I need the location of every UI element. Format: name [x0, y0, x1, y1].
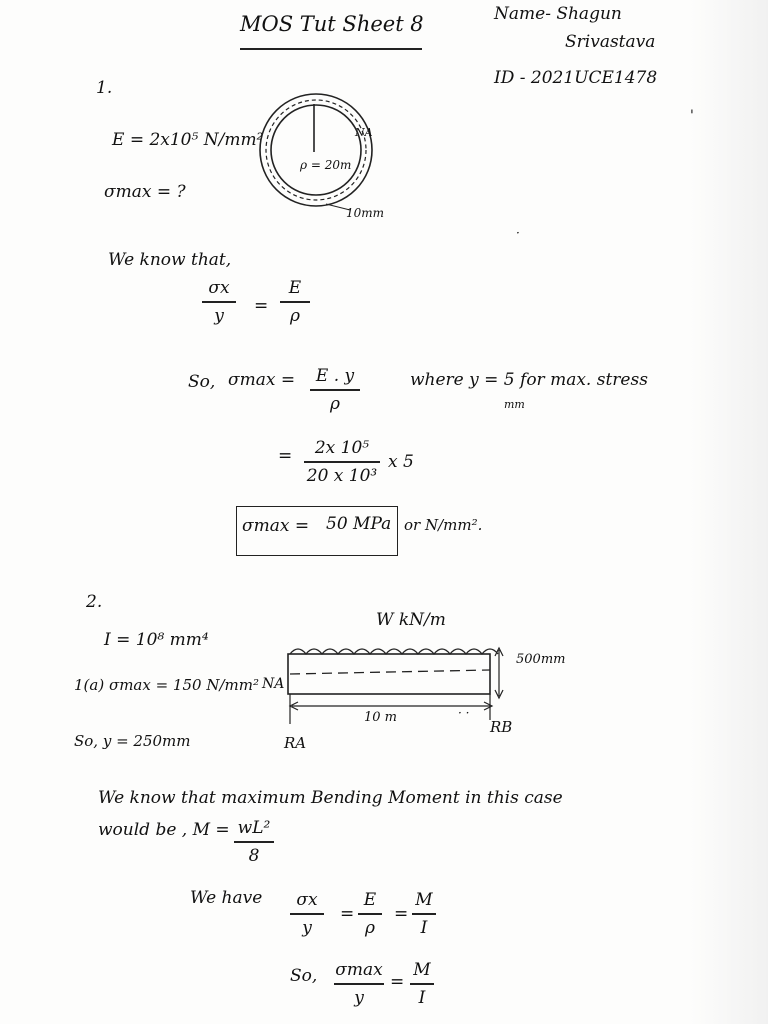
frac-bar — [334, 983, 384, 985]
ring-diagram — [258, 92, 378, 214]
reaction-a: RA — [284, 734, 307, 752]
beam-depth-label: 500mm — [516, 652, 566, 667]
frac-bar — [412, 913, 436, 915]
equals-sign: = — [340, 904, 355, 924]
we-know-that: We know that, — [108, 250, 232, 270]
stray-mark: · — [516, 226, 520, 240]
so-label-2: So, — [290, 966, 318, 986]
fraction-sigma-over-y — [202, 278, 236, 326]
frac-num: M — [415, 890, 433, 910]
thickness-label: 10mm — [346, 206, 385, 220]
beam-neutral-axis: NA — [262, 676, 285, 692]
frac-num: σmax — [335, 960, 383, 980]
we-have: We have — [190, 888, 263, 908]
equals-sign: = — [394, 904, 409, 924]
frac-den: y — [354, 987, 364, 1008]
frac-den: ρ — [290, 305, 300, 326]
frac-den: y — [302, 917, 312, 938]
part-a-sigma: 1(a) σmax = 150 N/mm² — [74, 676, 259, 694]
frac-num: M — [413, 960, 431, 980]
name-label: Name- Shagun — [494, 4, 622, 24]
frac-bar — [358, 913, 382, 915]
frac-den: ρ — [365, 917, 375, 938]
result-value: 50 MPa — [326, 514, 392, 534]
frac-bar — [280, 301, 310, 303]
title-underline — [240, 48, 422, 50]
frac-den: I — [418, 987, 426, 1008]
bending-moment-line-1: We know that maximum Bending Moment in this case — [98, 788, 563, 808]
question-2-number: 2. — [86, 592, 103, 612]
page-edge-shadow — [690, 0, 768, 1024]
frac-num: E . y — [315, 366, 355, 386]
frac-den: 8 — [248, 845, 260, 866]
frac-bar — [234, 841, 274, 843]
bending-moment-line-2: would be , M = — [98, 820, 230, 840]
frac-num: 2x 10⁵ — [314, 438, 370, 458]
sigma-max-label: σmax = — [228, 370, 296, 390]
fraction-sigmamax-over-y — [334, 960, 384, 1008]
result-sigma: σmax = — [242, 516, 310, 536]
frac-den: 20 x 10³ — [306, 465, 378, 486]
modulus-given: E = 2x10⁵ N/mm² — [112, 130, 264, 150]
fraction-e-over-rho — [280, 278, 310, 326]
equals-sign: = — [278, 446, 293, 466]
neutral-axis-label: NA — [355, 126, 373, 139]
frac-bar — [310, 389, 360, 391]
moment-of-inertia: I = 10⁸ mm⁴ — [104, 630, 209, 650]
equals-sign: = — [390, 972, 405, 992]
frac-bar — [410, 983, 434, 985]
fraction-sigma-over-y-2 — [290, 890, 324, 938]
radius-label: ρ = 20m — [300, 158, 352, 172]
frac-num: σx — [208, 278, 230, 298]
frac-num: wL² — [237, 818, 271, 838]
where-unit: mm — [504, 398, 525, 411]
equals-sign: = — [254, 296, 269, 316]
sigma-max-question: σmax = ? — [104, 182, 186, 202]
times-five: x 5 — [388, 452, 414, 472]
fraction-numeric — [304, 438, 380, 486]
frac-num: E — [363, 890, 377, 910]
where-statement: where y = 5 for max. stress — [410, 370, 648, 390]
frac-num: σx — [296, 890, 318, 910]
page-title: MOS Tut Sheet 8 — [240, 12, 424, 36]
fraction-m-over-i — [412, 890, 436, 938]
frac-den: y — [214, 305, 224, 326]
moment-fraction — [234, 818, 274, 866]
span-label: 10 m — [364, 710, 398, 725]
stray-dots: · · — [458, 706, 470, 720]
stray-tick: ' — [690, 108, 694, 124]
fraction-m-over-i-2 — [410, 960, 434, 1008]
result-alt-unit: or N/mm². — [404, 516, 483, 534]
fraction-e-over-rho-2 — [358, 890, 382, 938]
reaction-b: RB — [490, 718, 513, 736]
frac-bar — [202, 301, 236, 303]
udl-label: W kN/m — [376, 610, 446, 630]
beam-diagram — [284, 634, 514, 744]
so-y-value: So, y = 250mm — [74, 732, 191, 750]
frac-den: ρ — [330, 393, 340, 414]
frac-num: E — [288, 278, 302, 298]
frac-den: I — [420, 917, 428, 938]
frac-bar — [290, 913, 324, 915]
student-id: ID - 2021UCE1478 — [494, 68, 658, 88]
question-1-number: 1. — [96, 78, 113, 98]
so-label: So, — [188, 372, 216, 392]
fraction-ey-over-rho — [310, 366, 360, 414]
frac-bar — [304, 461, 380, 463]
name-continued: Srivastava — [565, 32, 656, 52]
